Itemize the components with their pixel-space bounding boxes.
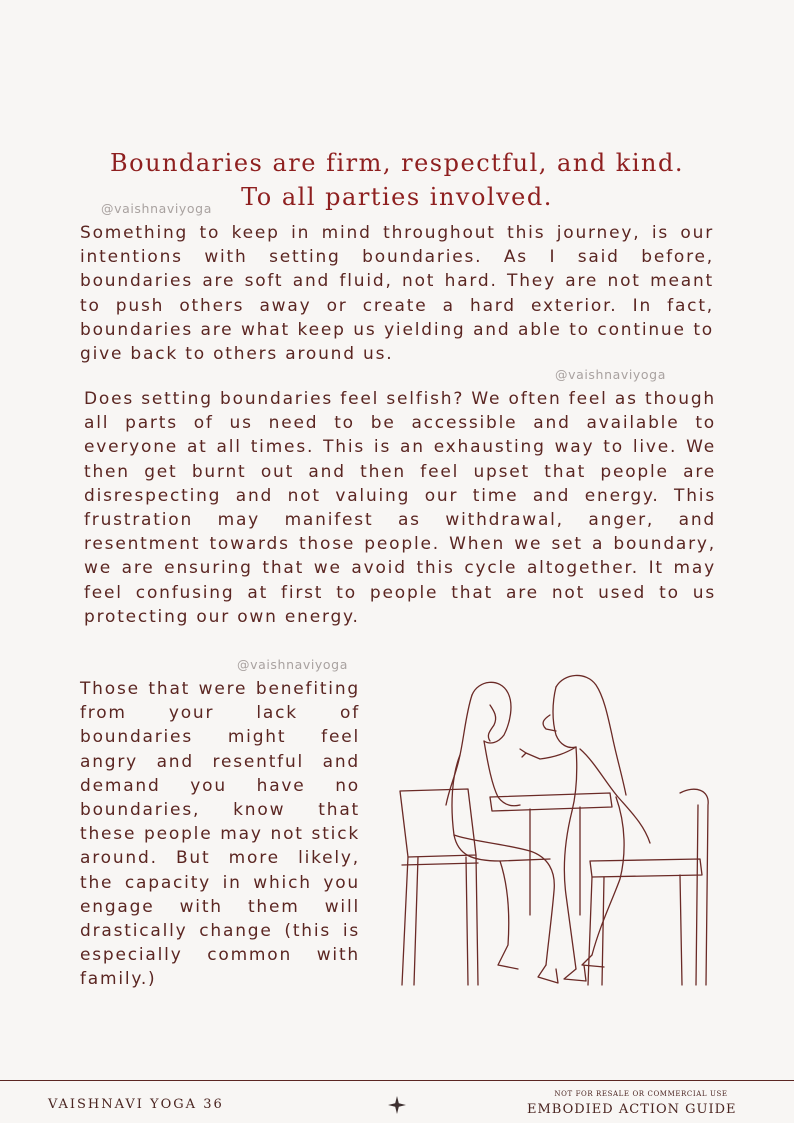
- footer-guide-title: EMBODIED ACTION GUIDE: [527, 1102, 737, 1117]
- watermark-1: @vaishnaviyoga: [101, 201, 212, 216]
- paragraph-others: Those that were benefiting from your lack of boundaries might feel angry and resentful and demand you have no boundaries, know that these people may not stick around. But more likely, the capacity in which you engage with them will drastically change (this is especially common with family.): [80, 679, 360, 990]
- footer-divider: [0, 1080, 794, 1081]
- footer-notice: NOT FOR RESALE OR COMMERCIAL USE: [554, 1090, 728, 1098]
- watermark-2: @vaishnaviyoga: [555, 367, 666, 382]
- page-subtitle: To all parties involved.: [241, 183, 553, 211]
- paragraph-selfish: Does setting boundaries feel selfish? We often feel as though all parts of us need to be accessible and available to everyone at all times. This is an exhausting way to live. We then get burnt out and then feel upset that people are disrespecting and not valuing our time and energy. This frustration may manifest as withdrawal, anger, and resentment towards those people. When we set a boundary, we are ensuring that we avoid this cycle altogether. It may feel confusing at first to people that are not used to us protecting our own energy.: [84, 389, 716, 627]
- four-point-star-icon: [388, 1096, 406, 1114]
- conversation-illustration: [380, 665, 725, 1000]
- paragraph-intentions: Something to keep in mind throughout this journey, is our intentions with setting boundaries. As I said before, boundaries are soft and fluid, not hard. They are not meant to push others away or create a hard exterior. In fact, boundaries are what keep us yielding and able to continue to give back to others around us.: [80, 223, 714, 365]
- page-title: Boundaries are firm, respectful, and kind.: [110, 149, 684, 177]
- watermark-3: @vaishnaviyoga: [237, 657, 348, 672]
- footer-brand: VAISHNAVI YOGA 36: [48, 1097, 224, 1112]
